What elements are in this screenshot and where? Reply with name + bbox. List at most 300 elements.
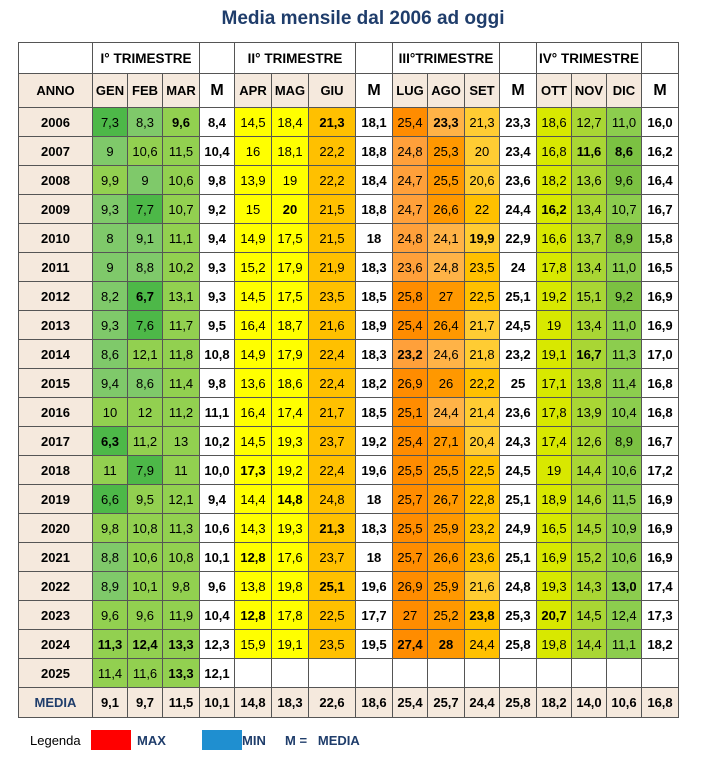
value-cell: 25,4: [393, 311, 428, 340]
value-cell: 25,4: [393, 688, 428, 718]
value-cell: [393, 659, 428, 688]
value-cell: 20: [465, 137, 500, 166]
value-cell: 26: [428, 369, 465, 398]
value-cell: 24,6: [428, 340, 465, 369]
media-cell: 9,2: [200, 195, 235, 224]
value-cell: 26,6: [428, 543, 465, 572]
value-cell: 10,6: [163, 166, 200, 195]
value-cell: 9,6: [93, 601, 128, 630]
value-cell: 16: [235, 137, 272, 166]
value-cell: 19,9: [465, 224, 500, 253]
value-cell: 10,6: [128, 543, 163, 572]
media-cell: 9,3: [200, 282, 235, 311]
value-cell: 21,6: [465, 572, 500, 601]
value-cell: 13: [163, 427, 200, 456]
value-cell: 10,9: [607, 514, 642, 543]
media-cell: [500, 659, 537, 688]
year-cell: 2015: [19, 369, 93, 398]
value-cell: 13,3: [163, 659, 200, 688]
value-cell: 17,6: [272, 543, 309, 572]
table-row: [19, 224, 679, 253]
media-cell: 25: [500, 369, 537, 398]
value-cell: 24,4: [465, 688, 500, 718]
media-cell: 10,8: [200, 340, 235, 369]
media-cell: 16,5: [642, 253, 679, 282]
table-row: [19, 456, 679, 485]
value-cell: 9,2: [607, 282, 642, 311]
value-cell: 14,4: [572, 456, 607, 485]
value-cell: 25,2: [428, 601, 465, 630]
table-row: [19, 572, 679, 601]
value-cell: 10,7: [607, 195, 642, 224]
value-cell: 24,7: [393, 195, 428, 224]
media-cell: 16,9: [642, 311, 679, 340]
media-cell: 23,6: [500, 166, 537, 195]
value-cell: 12,1: [128, 340, 163, 369]
table-row: [19, 108, 679, 137]
value-cell: 11,2: [128, 427, 163, 456]
value-cell: 19,1: [537, 340, 572, 369]
legend: [0, 728, 726, 754]
value-cell: 11,5: [163, 688, 200, 718]
value-cell: 22,8: [465, 485, 500, 514]
table-row: [19, 253, 679, 282]
value-cell: 7,9: [128, 456, 163, 485]
value-cell: 14,0: [572, 688, 607, 718]
value-cell: 11,4: [93, 659, 128, 688]
value-cell: 13,4: [572, 311, 607, 340]
media-cell: 9,5: [200, 311, 235, 340]
value-cell: 21,3: [309, 108, 356, 137]
year-cell: 2013: [19, 311, 93, 340]
value-cell: 16,7: [572, 340, 607, 369]
media-cell: 18,8: [356, 137, 393, 166]
value-cell: 10: [93, 398, 128, 427]
value-cell: 13,8: [572, 369, 607, 398]
value-cell: 20,6: [465, 166, 500, 195]
page-title: Media mensile dal 2006 ad oggi: [221, 8, 505, 29]
year-cell: 2018: [19, 456, 93, 485]
value-cell: 9,1: [128, 224, 163, 253]
table-row: [19, 369, 679, 398]
value-cell: 6,6: [93, 485, 128, 514]
value-cell: 22,5: [309, 601, 356, 630]
value-cell: 19,3: [537, 572, 572, 601]
value-cell: 8,9: [93, 572, 128, 601]
value-cell: 11,1: [163, 224, 200, 253]
value-cell: 11: [93, 456, 128, 485]
value-cell: 18,3: [272, 688, 309, 718]
media-cell: 18,3: [356, 514, 393, 543]
media-cell: 17,0: [642, 340, 679, 369]
media-header: M: [200, 74, 235, 108]
value-cell: 22,2: [309, 166, 356, 195]
table-row: [19, 485, 679, 514]
value-cell: 15: [235, 195, 272, 224]
value-cell: [607, 659, 642, 688]
media-cell: 17,4: [642, 572, 679, 601]
value-cell: 17,1: [537, 369, 572, 398]
month-header: OTT: [537, 74, 572, 108]
value-cell: [272, 659, 309, 688]
value-cell: 18,7: [272, 311, 309, 340]
value-cell: 11,1: [607, 630, 642, 659]
media-cell: 18,8: [356, 195, 393, 224]
value-cell: 19,8: [537, 630, 572, 659]
value-cell: 18,9: [537, 485, 572, 514]
value-cell: 25,1: [393, 398, 428, 427]
value-cell: 15,9: [235, 630, 272, 659]
media-cell: 18,4: [356, 166, 393, 195]
value-cell: 25,7: [393, 543, 428, 572]
media-cell: 10,4: [200, 601, 235, 630]
value-cell: 9: [93, 253, 128, 282]
media-cell: 18,2: [642, 630, 679, 659]
value-cell: 14,4: [572, 630, 607, 659]
year-cell: 2010: [19, 224, 93, 253]
media-cell: 16,9: [642, 282, 679, 311]
year-cell: 2011: [19, 253, 93, 282]
value-cell: 16,6: [537, 224, 572, 253]
value-cell: 18,4: [272, 108, 309, 137]
value-cell: 11,0: [607, 311, 642, 340]
value-cell: 21,6: [309, 311, 356, 340]
value-cell: 17,3: [235, 456, 272, 485]
value-cell: 20,7: [537, 601, 572, 630]
value-cell: 19,2: [272, 456, 309, 485]
value-cell: 24,7: [393, 166, 428, 195]
value-cell: 17,5: [272, 282, 309, 311]
media-cell: 16,4: [642, 166, 679, 195]
value-cell: 23,7: [309, 427, 356, 456]
trimester-spacer: [642, 43, 679, 74]
value-cell: 23,5: [309, 630, 356, 659]
year-cell: 2024: [19, 630, 93, 659]
value-cell: 10,7: [163, 195, 200, 224]
value-cell: 21,5: [309, 224, 356, 253]
value-cell: 8,3: [128, 108, 163, 137]
value-cell: 20,4: [465, 427, 500, 456]
corner-cell: [19, 43, 93, 74]
legend-max-swatch: [91, 730, 131, 750]
year-cell: 2006: [19, 108, 93, 137]
value-cell: 21,8: [465, 340, 500, 369]
value-cell: 17,8: [537, 398, 572, 427]
value-cell: 14,5: [235, 427, 272, 456]
month-header: APR: [235, 74, 272, 108]
media-cell: 24: [500, 253, 537, 282]
value-cell: 8,6: [93, 340, 128, 369]
legend-min-label: MIN: [242, 733, 266, 748]
table-row: [19, 282, 679, 311]
value-cell: 25,5: [428, 456, 465, 485]
media-cell: 23,3: [500, 108, 537, 137]
trimester-label: II° TRIMESTRE: [235, 43, 356, 74]
media-cell: 25,1: [500, 282, 537, 311]
media-cell: 23,2: [500, 340, 537, 369]
year-cell: 2007: [19, 137, 93, 166]
value-cell: 11,8: [163, 340, 200, 369]
value-cell: 19: [537, 456, 572, 485]
month-header: DIC: [607, 74, 642, 108]
month-header: GEN: [93, 74, 128, 108]
value-cell: 13,4: [572, 195, 607, 224]
value-cell: 24,1: [428, 224, 465, 253]
media-cell: 16,2: [642, 137, 679, 166]
value-cell: 21,7: [465, 311, 500, 340]
media-cell: 16,9: [642, 485, 679, 514]
year-cell: 2012: [19, 282, 93, 311]
value-cell: 19: [272, 166, 309, 195]
media-cell: 19,6: [356, 572, 393, 601]
value-cell: 18,6: [537, 108, 572, 137]
value-cell: 11,4: [163, 369, 200, 398]
media-header: M: [356, 74, 393, 108]
value-cell: 24,4: [428, 398, 465, 427]
value-cell: [428, 659, 465, 688]
value-cell: 14,9: [235, 340, 272, 369]
value-cell: 6,3: [93, 427, 128, 456]
value-cell: 14,9: [235, 224, 272, 253]
media-cell: 18,2: [356, 369, 393, 398]
value-cell: 10,4: [607, 398, 642, 427]
media-cell: 19,6: [356, 456, 393, 485]
month-header: LUG: [393, 74, 428, 108]
value-cell: 18,2: [537, 166, 572, 195]
value-cell: 9,6: [163, 108, 200, 137]
year-cell: 2025: [19, 659, 93, 688]
value-cell: 9,3: [93, 195, 128, 224]
value-cell: 20: [272, 195, 309, 224]
media-cell: 9,8: [200, 369, 235, 398]
media-cell: 16,8: [642, 688, 679, 718]
media-cell: 24,5: [500, 456, 537, 485]
value-cell: 22,2: [309, 137, 356, 166]
value-cell: 9,3: [93, 311, 128, 340]
media-cell: 10,1: [200, 688, 235, 718]
trimester-label: IV° TRIMESTRE: [537, 43, 642, 74]
value-cell: 22: [465, 195, 500, 224]
table-row: [19, 398, 679, 427]
value-cell: 10,6: [607, 456, 642, 485]
value-cell: [537, 659, 572, 688]
table-row: [19, 137, 679, 166]
media-cell: 25,1: [500, 543, 537, 572]
table-row: [19, 340, 679, 369]
value-cell: 7,6: [128, 311, 163, 340]
table-row: [19, 630, 679, 659]
value-cell: 23,2: [393, 340, 428, 369]
media-cell: 10,6: [200, 514, 235, 543]
value-cell: 13,0: [607, 572, 642, 601]
value-cell: 16,9: [537, 543, 572, 572]
value-cell: 8,6: [128, 369, 163, 398]
value-cell: 16,8: [537, 137, 572, 166]
table-row: [19, 514, 679, 543]
media-header: M: [642, 74, 679, 108]
monthly-average-table: [18, 42, 679, 718]
media-cell: 17,3: [642, 601, 679, 630]
value-cell: 13,6: [572, 166, 607, 195]
value-cell: 21,7: [309, 398, 356, 427]
value-cell: 14,5: [235, 108, 272, 137]
value-cell: 25,3: [428, 137, 465, 166]
value-cell: 14,6: [572, 485, 607, 514]
media-cell: 18: [356, 485, 393, 514]
trimester-header-row: [19, 43, 679, 74]
value-cell: 17,9: [272, 253, 309, 282]
value-cell: 19,2: [537, 282, 572, 311]
media-cell: 23,4: [500, 137, 537, 166]
value-cell: 9,7: [128, 688, 163, 718]
year-cell: 2017: [19, 427, 93, 456]
value-cell: 21,3: [309, 514, 356, 543]
media-cell: 25,8: [500, 630, 537, 659]
trimester-label: III°TRIMESTRE: [393, 43, 500, 74]
legend-max-label: MAX: [137, 733, 166, 748]
value-cell: 21,5: [309, 195, 356, 224]
media-cell: 12,1: [200, 659, 235, 688]
value-cell: [465, 659, 500, 688]
value-cell: 11,9: [163, 601, 200, 630]
value-cell: 11,6: [572, 137, 607, 166]
value-cell: 9,8: [163, 572, 200, 601]
value-cell: 18,2: [537, 688, 572, 718]
year-cell: 2016: [19, 398, 93, 427]
value-cell: 11,5: [607, 485, 642, 514]
value-cell: 25,8: [393, 282, 428, 311]
media-cell: 15,8: [642, 224, 679, 253]
media-cell: 18: [356, 224, 393, 253]
value-cell: 23,2: [465, 514, 500, 543]
value-cell: 12,4: [128, 630, 163, 659]
legend-min-swatch: [202, 730, 242, 750]
value-cell: 11,6: [128, 659, 163, 688]
value-cell: 9,9: [93, 166, 128, 195]
value-cell: 9,6: [128, 601, 163, 630]
media-header: M: [500, 74, 537, 108]
value-cell: 19: [537, 311, 572, 340]
value-cell: 25,5: [428, 166, 465, 195]
year-cell: 2023: [19, 601, 93, 630]
value-cell: 15,1: [572, 282, 607, 311]
trimester-spacer: [200, 43, 235, 74]
value-cell: 23,5: [465, 253, 500, 282]
value-cell: 14,3: [235, 514, 272, 543]
column-header-row: [19, 74, 679, 108]
value-cell: 10,8: [128, 514, 163, 543]
media-cell: 8,4: [200, 108, 235, 137]
value-cell: 11,2: [163, 398, 200, 427]
value-cell: 25,4: [393, 108, 428, 137]
value-cell: 9,6: [607, 166, 642, 195]
trimester-spacer: [356, 43, 393, 74]
media-cell: 24,5: [500, 311, 537, 340]
value-cell: 10,6: [607, 688, 642, 718]
table-row: [19, 601, 679, 630]
value-cell: 17,9: [272, 340, 309, 369]
value-cell: 23,7: [309, 543, 356, 572]
year-cell: 2008: [19, 166, 93, 195]
year-cell: 2022: [19, 572, 93, 601]
trimester-spacer: [500, 43, 537, 74]
media-cell: 10,4: [200, 137, 235, 166]
media-row-label: MEDIA: [19, 688, 93, 718]
value-cell: 16,4: [235, 311, 272, 340]
value-cell: 23,6: [465, 543, 500, 572]
value-cell: 9: [93, 137, 128, 166]
media-cell: 16,7: [642, 427, 679, 456]
value-cell: 10,6: [607, 543, 642, 572]
media-cell: 18,5: [356, 282, 393, 311]
value-cell: 27,1: [428, 427, 465, 456]
media-cell: 24,4: [500, 195, 537, 224]
value-cell: 17,4: [272, 398, 309, 427]
value-cell: 13,6: [235, 369, 272, 398]
value-cell: 9,5: [128, 485, 163, 514]
value-cell: 7,7: [128, 195, 163, 224]
value-cell: 25,4: [393, 427, 428, 456]
value-cell: 25,9: [428, 572, 465, 601]
table-row: [19, 659, 679, 688]
value-cell: 13,7: [572, 224, 607, 253]
value-cell: 16,4: [235, 398, 272, 427]
value-cell: 25,1: [309, 572, 356, 601]
value-cell: 11,0: [607, 108, 642, 137]
value-cell: 22,2: [465, 369, 500, 398]
value-cell: 25,7: [393, 485, 428, 514]
value-cell: 26,9: [393, 572, 428, 601]
value-cell: 24,4: [465, 630, 500, 659]
value-cell: 19,3: [272, 514, 309, 543]
value-cell: 17,8: [272, 601, 309, 630]
media-cell: 9,3: [200, 253, 235, 282]
value-cell: 13,1: [163, 282, 200, 311]
value-cell: 15,2: [572, 543, 607, 572]
value-cell: 13,3: [163, 630, 200, 659]
value-cell: 17,4: [537, 427, 572, 456]
media-cell: 17,2: [642, 456, 679, 485]
media-cell: 18,6: [356, 688, 393, 718]
value-cell: 27: [428, 282, 465, 311]
media-cell: 16,8: [642, 369, 679, 398]
media-cell: 19,2: [356, 427, 393, 456]
value-cell: 18,1: [272, 137, 309, 166]
value-cell: [572, 659, 607, 688]
value-cell: 9: [128, 166, 163, 195]
media-cell: 9,4: [200, 485, 235, 514]
value-cell: 15,2: [235, 253, 272, 282]
value-cell: 11: [163, 456, 200, 485]
table-row: [19, 543, 679, 572]
value-cell: 14,3: [572, 572, 607, 601]
value-cell: 10,8: [163, 543, 200, 572]
value-cell: 16,5: [537, 514, 572, 543]
media-cell: 11,1: [200, 398, 235, 427]
value-cell: 19,8: [272, 572, 309, 601]
value-cell: 25,7: [428, 688, 465, 718]
value-cell: 13,8: [235, 572, 272, 601]
value-cell: 22,4: [309, 369, 356, 398]
value-cell: 7,3: [93, 108, 128, 137]
value-cell: 12,8: [235, 543, 272, 572]
value-cell: 10,1: [128, 572, 163, 601]
media-cell: 18,3: [356, 253, 393, 282]
media-cell: 25,3: [500, 601, 537, 630]
value-cell: 26,6: [428, 195, 465, 224]
value-cell: 16,2: [537, 195, 572, 224]
media-cell: 18: [356, 543, 393, 572]
